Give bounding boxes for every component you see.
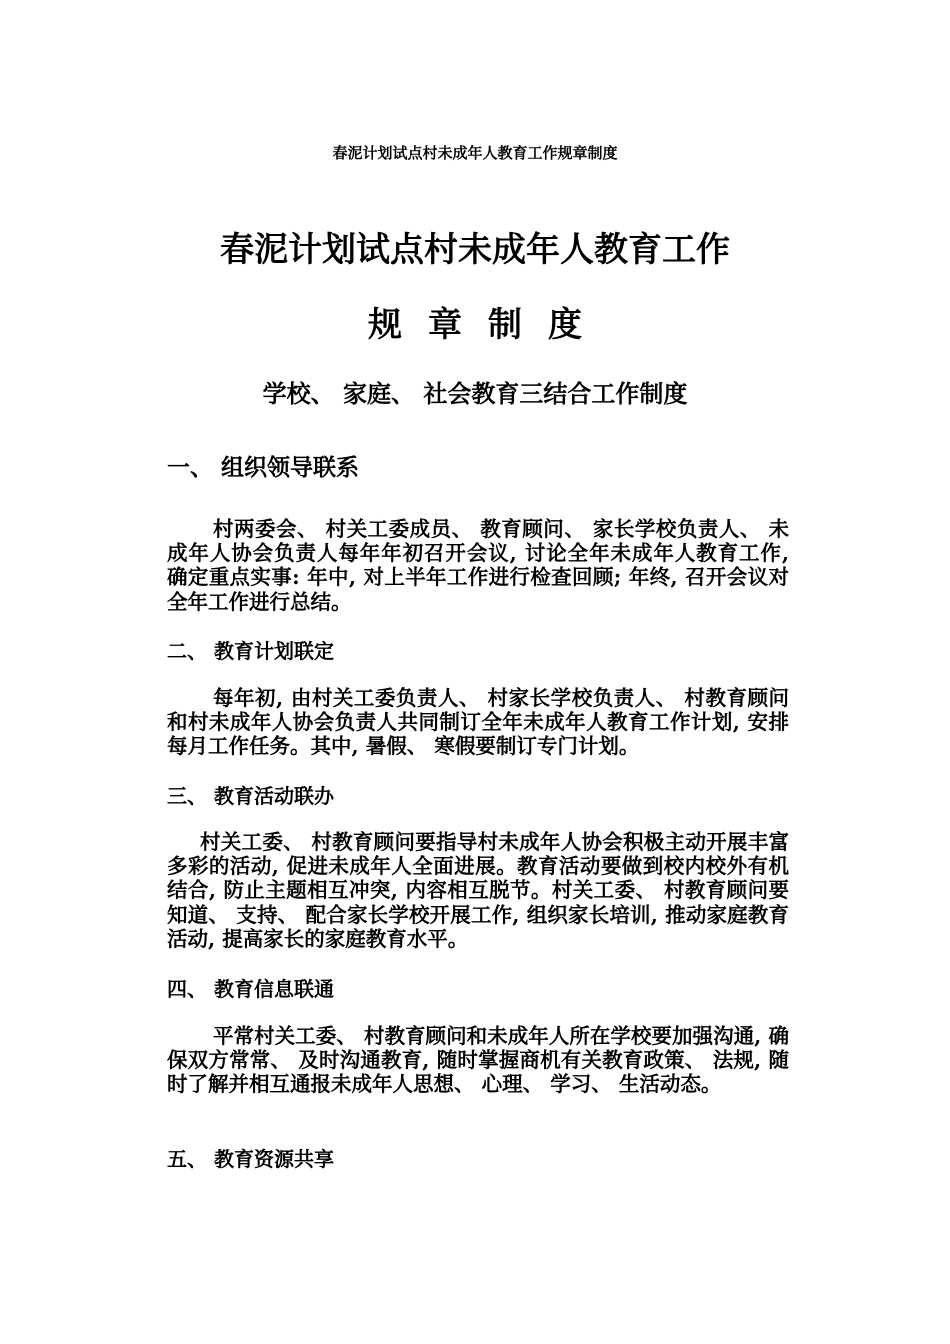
section-body-3: 村关工委、 村教育顾问要指导村未成年人协会积极主动开展丰富多彩的活动, 促进未成年人全面进展。教育活动要做到校内校外有机结合, 防止主题相互冲突, 内容相互脱节。村关工委、 村教育顾问要知道、 支持、 配合家长学校开展工作, 组织家长培训, 推动家庭教育活动, 提高家长的家庭教育水平。 <box>167 830 789 951</box>
section-heading-5: 五、 教育资源共享 <box>167 1147 334 1171</box>
running-header: 春泥计划试点村未成年人教育工作规章制度 <box>332 144 618 162</box>
section-heading-1: 一、 组织领导联系 <box>167 454 360 481</box>
section-body-2: 每年初, 由村关工委负责人、 村家长学校负责人、 村教育顾问和村未成年人协会负责人共同制订全年未成年人教育工作计划, 安排每月工作任务。其中, 暑假、 寒假要制订专门计划。 <box>167 686 789 759</box>
document-title: 春泥计划试点村未成年人教育工作 <box>220 230 730 270</box>
section-body-1: 村两委会、 村关工委成员、 教育顾问、 家长学校负责人、 未成年人协会负责人每年年初召开会议, 讨论全年未成年人教育工作, 确定重点实事: 年中, 对上半年工作进行检查回顾; 年终, 召开会议对全年工作进行总结。 <box>167 517 789 614</box>
section-heading-3: 三、 教育活动联办 <box>167 784 334 808</box>
section-heading-4: 四、 教育信息联通 <box>167 977 334 1001</box>
section-subtitle: 学校、 家庭、 社会教育三结合工作制度 <box>262 379 688 408</box>
section-body-4: 平常村关工委、 村教育顾问和未成年人所在学校要加强沟通, 确保双方常常、 及时沟通教育, 随时掌握商机有关教育政策、 法规, 随时了解并相互通报未成年人思想、 心理、 学习、 生活动态。 <box>167 1024 789 1097</box>
section-heading-2: 二、 教育计划联定 <box>167 639 334 663</box>
document-title-line2: 规章制度 <box>368 305 608 345</box>
